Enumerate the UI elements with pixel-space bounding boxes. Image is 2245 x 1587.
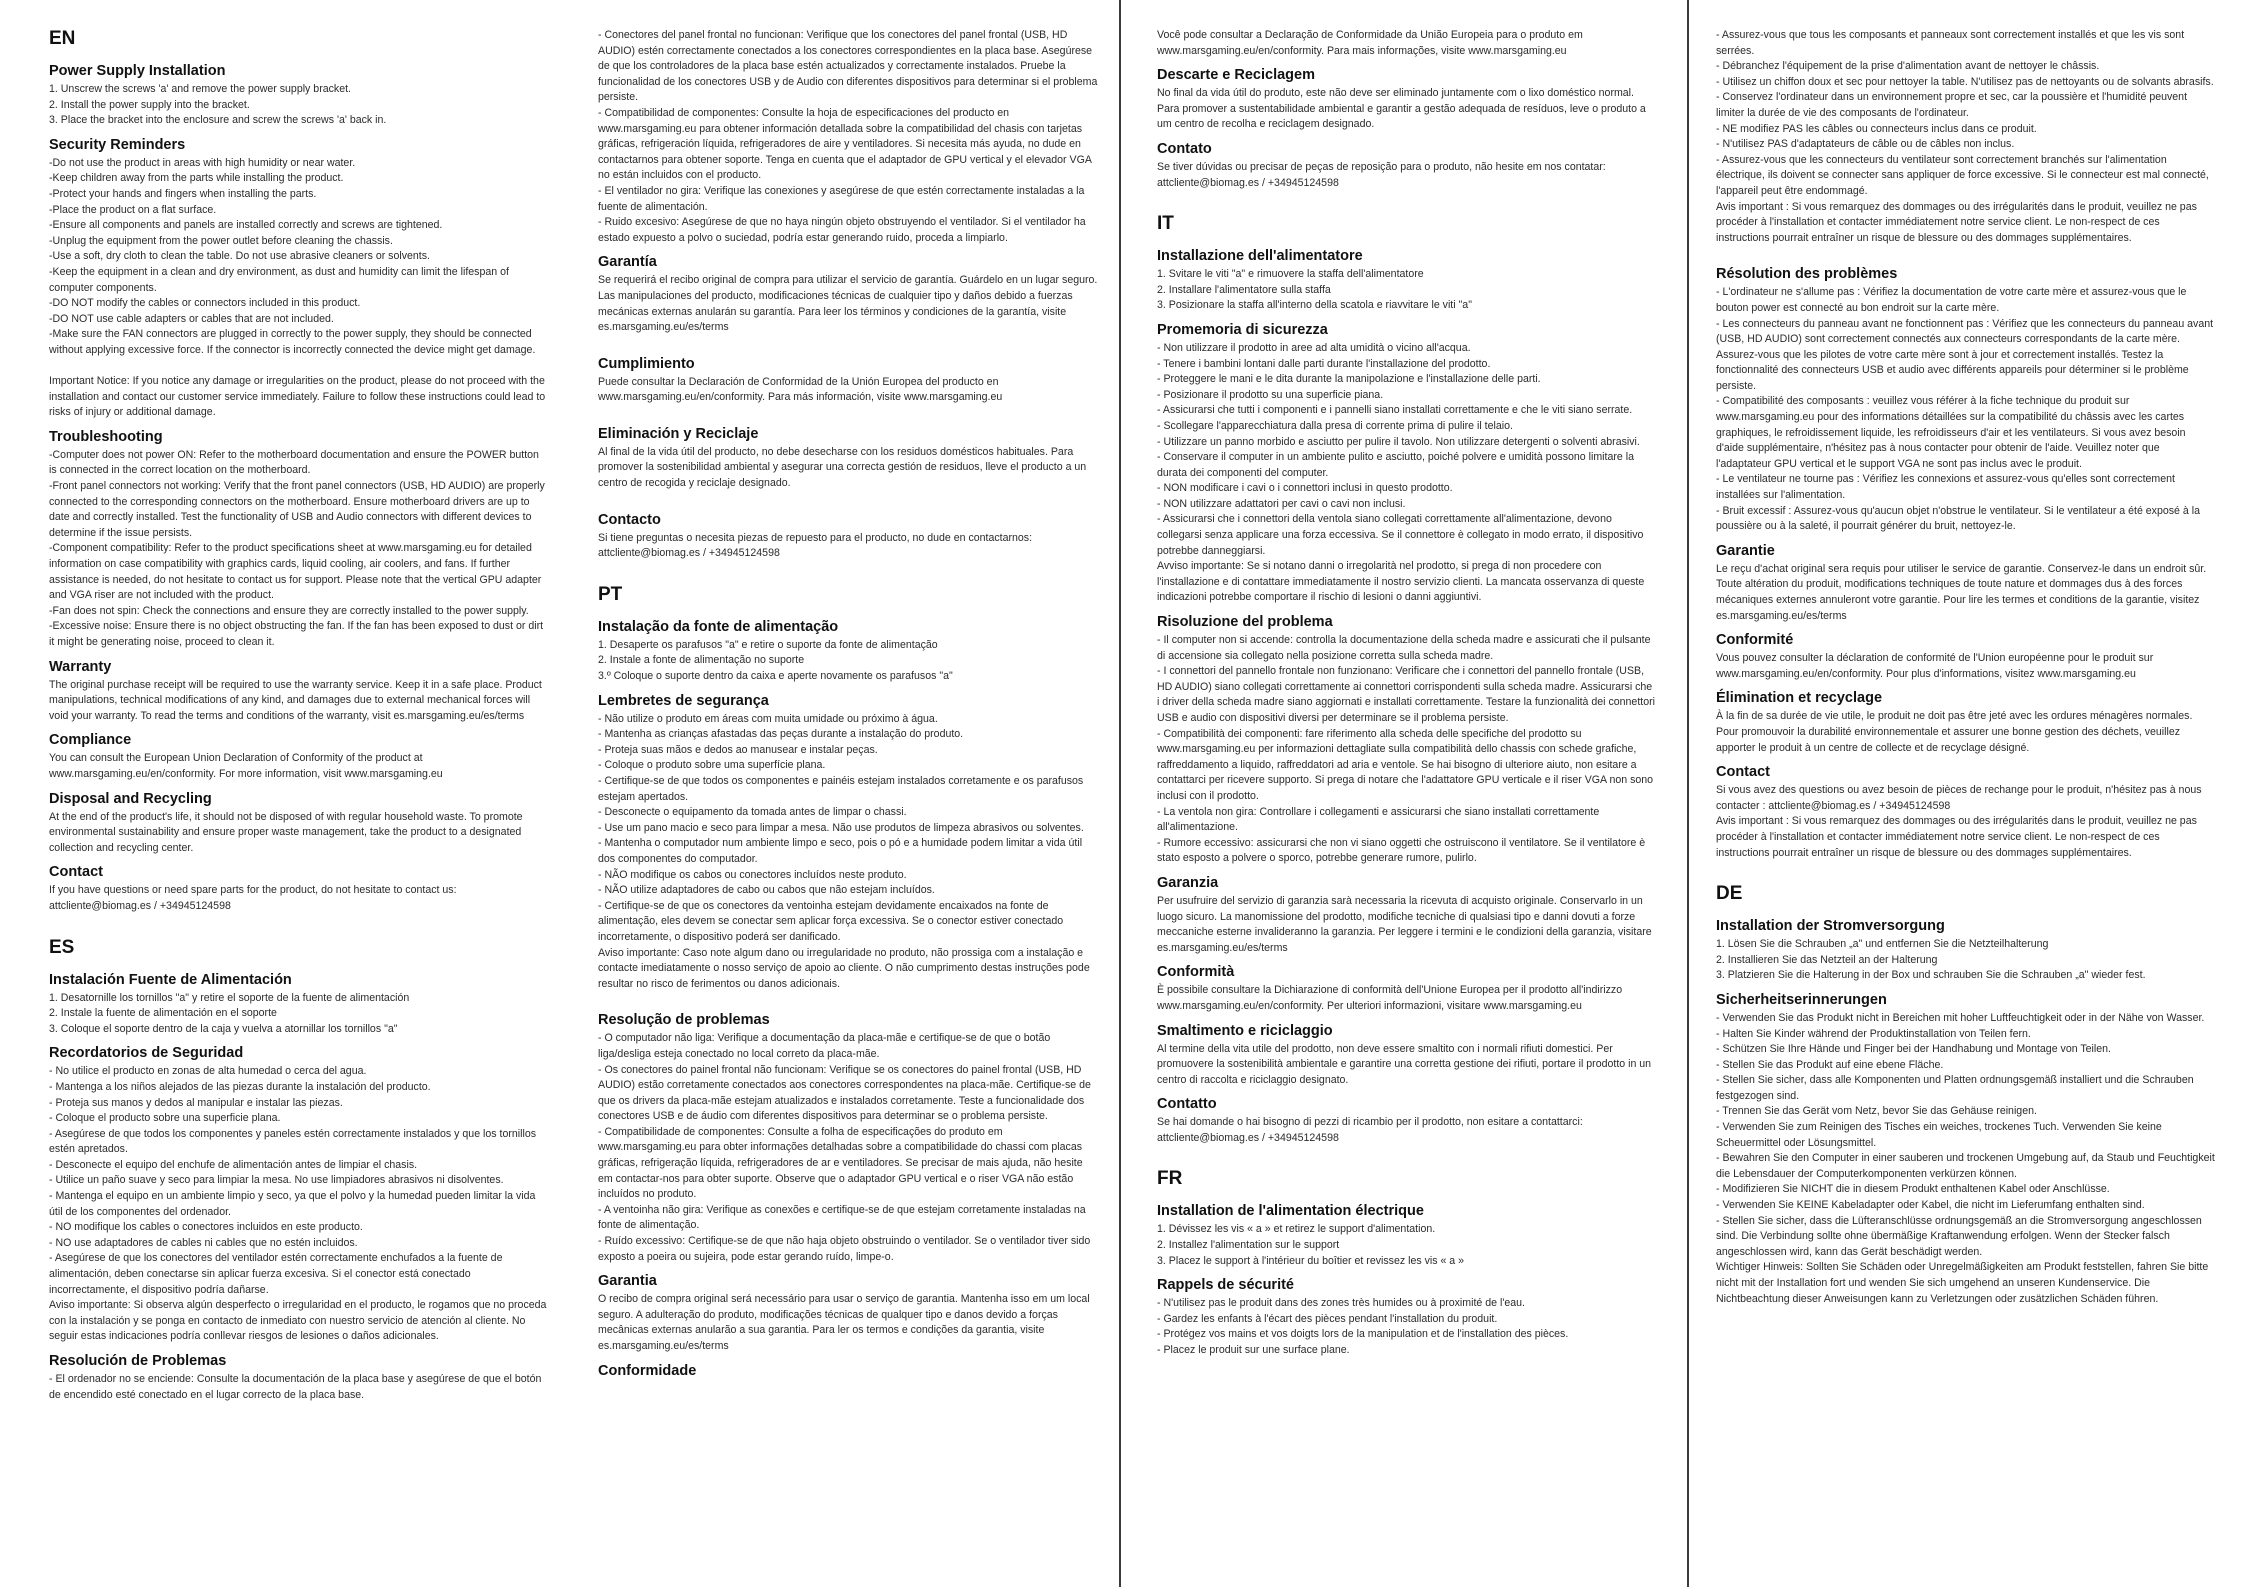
section-text: -Do not use the product in areas with high humidity or near water. -Keep children away from the parts while installing the product. -Protect your hands and fingers when installing the parts. -Place the product on a flat surface. -Ensure all components and panels are installed correctly and screws are tightened. -Unplug the equipment from the power outlet before cleaning the chassis. -Use a soft, dry cloth to clean the table. Do not use abrasive cleaners or solvents. -Keep the equipment in a clean and dry environment, as dust and humidity can limit the lifespan of computer components. -DO NOT modify the cables or connectors included in this product. -DO NOT use cable adapters or cables that are not included. -Make sure the FAN connectors are plugged in correctly to the power supply, they should be connected without applying excessive force. If the connector is incorrectly connected the device might get damage. Important Notice: If you notice any damage or irregularities on the product, please do not proceed with the installation and contact our customer service immediately. Failure to follow these instructions could lead to risks of injury or additional damage. <box>49 156 546 419</box>
section-text: - O computador não liga: Verifique a documentação da placa-mãe e certifique-se de que o botão liga/desliga esteja conectado no local correto da placa-mãe. - Os conectores do painel frontal não funcionam: Verifique se os conectores do painel frontal (USB, HD AUDIO) estão corretamente conectados aos conectores correspondentes na placa-mãe. Certifique-se de que os drivers da placa-mãe estejam atualizados e instalados corretamente. Teste a funcionalidade dos conectores USB e de áudio com diferentes dispositivos para determinar se o problema persiste. - Compatibilidade de componentes: Consulte a folha de especificações do produto em www.marsgaming.eu para obter informações detalhadas sobre a compatibilidade do chassi com placas gráficas, refrigeração líquida, refrigeradores de ar e ventiladores. Se precisar de mais ajuda, não hesite em contactar-nos para obter suporte. Observe que o adaptador GPU vertical e o riser VGA não estão incluídos no produto. - A ventoinha não gira: Verifique as conexões e certifique-se de que estejam corretamente instaladas na fonte de alimentação. - Ruído excessivo: Certifique-se de que não haja objeto obstruindo o ventilador. Se o ventilador tiver sido exposto a poeira ou sujeira, pode estar gerando ruído, limpe-o. <box>598 1032 1091 1263</box>
section-title: Sicherheitserinnerungen <box>1716 991 1887 1008</box>
section-text: Le reçu d'achat original sera requis pour utiliser le service de garantie. Conservez-le dans un endroit sûr. Toute altération du produit, modifications techniques de toute nature et dommages dus à des forces mécaniques externes annuleront votre garantie. Pour lire les termes et conditions de la garantie, visitez es.marsgaming.eu/es/terms <box>1716 562 2209 622</box>
section-text: 1. Unscrew the screws 'a' and remove the power supply bracket. 2. Install the power supply into the bracket. 3. Place the bracket into the enclosure and screw the screws 'a' back in. <box>49 83 387 127</box>
section-title: Smaltimento e riciclaggio <box>1157 1022 1333 1039</box>
column-1 <box>49 28 549 1578</box>
section-text: - Conectores del panel frontal no funcionan: Verifique que los conectores del panel frontal (USB, HD AUDIO) estén correctamente conectados a los conectores correspondientes en la placa base. Asegúrese de que los controladores de la placa base estén actualizados y correctamente instalados. Pruebe la funcionalidad de los conectores USB y de Audio con diferentes dispositivos para determinar si el problema persiste. - Compatibilidad de componentes: Consulte la hoja de especificaciones del producto en www.marsgaming.eu para obtener información detallada sobre la compatibilidad del chasis con tarjetas gráficas, refrigeración líquida, refrigeradores de aire y ventiladores. Si necesita más ayuda, no dude en contactarnos para obtener soporte. Tenga en cuenta que el adaptador de GPU vertical y el elevador VGA no están incluidos con el producto. - El ventilador no gira: Verifique las conexiones y asegúrese de que estén correctamente instaladas a la fuente de alimentación. - Ruido excesivo: Asegúrese de que no haya ningún objeto obstruyendo el ventilador. Si el ventilador ha estado expuesto a polvo o suciedad, podría estar generando ruido, proceda a limpiarlo. <box>598 29 1098 244</box>
section-text: Vous pouvez consulter la déclaration de conformité de l'Union européenne pour le produit sur www.marsgaming.eu/en/conformity. Pour plus d'informations, visitez www.marsgaming.eu <box>1716 652 2157 680</box>
section-title: Contact <box>1716 764 1770 781</box>
column-divider-right <box>1687 0 1689 1587</box>
section-text: Si vous avez des questions ou avez besoin de pièces de rechange pour le produit, n'hésitez pas à nous contacter : attcliente@biomag.es / +34945124598 Avis important : Si vous remarquez des dommages ou des irrégularités dans le produit, veuillez ne pas procéder à l'installation et contacter immédiatement notre service client. Le non-respect de ces instructions pourrait entraîner un risque de blessure ou des dommages supplémentaires. <box>1716 784 2202 859</box>
section-text: 1. Desaperte os parafusos "a" e retire o suporte da fonte de alimentação 2. Instale a fonte de alimentação no suporte 3.º Coloque o suporte dentro da caixa e aperte novamente os parafusos "a" <box>598 638 953 683</box>
section-text: The original purchase receipt will be required to use the warranty service. Keep it in a safe place. Product manipulations, technical modifications of any kind, and damages due to external mechanical forces will void your warranty. To read the terms and conditions of the warranty, visit es.marsgaming.eu/es/terms <box>49 678 545 722</box>
section-title: Élimination et recyclage <box>1716 690 1883 707</box>
section-title: Conformité <box>1716 632 1794 649</box>
section-text: 1. Lösen Sie die Schrauben „a" und entfernen Sie die Netzteilhalterung 2. Installieren Sie das Netzteil an der Halterung 3. Platzieren Sie die Halterung in der Box und schrauben Sie die Schrauben „a" wieder fest. <box>1716 938 2146 982</box>
section-text: No final da vida útil do produto, este não deve ser eliminado juntamente com o lixo doméstico normal. Para promover a sustentabilidade ambiental e garantir a gestão adequada de resíduos, leve o produto a um centro de recolha e reciclagem designado. <box>1157 87 1649 131</box>
language-code-it: IT <box>1157 213 1174 235</box>
section-title: Garanzia <box>1157 874 1219 891</box>
section-title: Instalação da fonte de alimentação <box>598 618 839 635</box>
section-title: Risoluzione del problema <box>1157 614 1333 631</box>
section-text: Puede consultar la Declaración de Conformidad de la Unión Europea del producto en www.marsgaming.eu/en/conformity. Para más información, visite www.marsgaming.eu <box>598 375 1003 404</box>
section-title: Resolución de Problemas <box>49 1353 227 1369</box>
section-text: - L'ordinateur ne s'allume pas : Vérifiez la documentation de votre carte mère et assurez-vous que le bouton power est connecté au bon endroit sur la carte mère. - Les connecteurs du panneau avant ne fonctionnent pas : Vérifiez que les connecteurs du panneau avant (USB, HD AUDIO) sont correctement connectés aux connecteurs correspondants de la carte mère. Assurez-vous que les pilotes de votre carte mère sont à jour et correctement installés. Testez la fonctionnalité des connecteurs USB et audio avec différents appareils pour déterminer si le problème persiste. - Compatibilité des composants : veuillez vous référer à la fiche technique du produit sur www.marsgaming.eu pour des informations détaillées sur la compatibilité du châssis avec les cartes graphiques, le refroidissement liquide, les refroidisseurs d'air et les ventilateurs. Si vous avez besoin d'aide supplémentaire, n'hésitez pas à nous contacter pour obtenir de l'aide. Veuillez noter que l'adaptateur GPU vertical et le support VGA ne sont pas inclus avec le produit. - Le ventilateur ne tourne pas : Vérifiez les connexions et assurez-vous qu'elles sont correctement installées sur l'alimentation. - Bruit excessif : Assurez-vous qu'aucun objet n'obstrue le ventilateur. Si le ventilateur a été exposé à la poussière ou à la saleté, il pourrait générer du bruit, nettoyez-le. <box>1716 286 2214 533</box>
section-text: -Computer does not power ON: Refer to the motherboard documentation and ensure the POWER button is connected in the correct location on the motherboard. -Front panel connectors not working: Verify that the front panel connectors (USB, HD AUDIO) are properly connected to the corresponding connectors on the motherboard. Ensure motherboard drivers are up to date and correctly installed. Test the functionality of USB and Audio connectors with different devices to determine if the issue persists. -Component compatibility: Refer to the product specifications sheet at www.marsgaming.eu for detailed information on case compatibility with graphics cards, liquid cooling, air coolers, and fans. If further assistance is needed, do not hesitate to contact us for support. Please note that the vertical GPU adapter and VGA riser are not included with the product. -Fan does not spin: Check the connections and ensure they are correctly installed to the power supply. -Excessive noise: Ensure there is no object obstructing the fan. If the fan has been exposed to dust or dirt it might be generating noise, proceed to clean it. <box>49 448 545 648</box>
language-code-de: DE <box>1716 883 1743 905</box>
section-text: - Verwenden Sie das Produkt nicht in Bereichen mit hoher Luftfeuchtigkeit oder in der Nähe von Wasser. - Halten Sie Kinder während der Produktinstallation von Teilen fern. - Schützen Sie Ihre Hände und Finger bei der Handhabung und Montage von Teilen. - Stellen Sie das Produkt auf eine ebene Fläche. - Stellen Sie sicher, dass alle Komponenten und Platten ordnungsgemäß installiert und die Schrauben festgezogen sind. - Trennen Sie das Gerät vom Netz, bevor Sie das Gehäuse reinigen. - Verwenden Sie zum Reinigen des Tisches ein weiches, trockenes Tuch. Verwenden Sie keine Scheuermittel oder Lösungsmittel. - Bewahren Sie den Computer in einer sauberen und trockenen Umgebung auf, da Staub und Feuchtigkeit die Lebensdauer der Computerkomponenten verkürzen können. - Modifizieren Sie NICHT die in diesem Produkt enthaltenen Kabel oder Anschlüsse. - Verwenden Sie KEINE Kabeladapter oder Kabel, die nicht im Lieferumfang enthalten sind. - Stellen Sie sicher, dass die Lüfteranschlüsse ordnungsgemäß an die Stromversorgung angeschlossen sind. Die Verbindung sollte ohne übermäßige Kraftanwendung erfolgen. Wenn der Stecker falsch angeschlossen wird, kann das Gerät beschädigt werden. Wichtiger Hinweis: Sollten Sie Schäden oder Unregelmäßigkeiten am Produkt feststellen, fahren Sie bitte nicht mit der Installation fort und wenden Sie sich umgehend an unseren Kundenservice. Die Nichtbeachtung dieser Anweisungen kann zu Verletzungen oder zusätzlichen Schäden führen. <box>1716 1011 2215 1305</box>
section-title: Contact <box>49 864 103 881</box>
section-text: Se hai domande o hai bisogno di pezzi di ricambio per il prodotto, non esitare a contattarci: attcliente@biomag.es / +34945124598 <box>1157 1116 1586 1144</box>
section-text: - Non utilizzare il prodotto in aree ad alta umidità o vicino all'acqua. - Tenere i bambini lontani dalle parti durante l'installazione del prodotto. - Proteggere le mani e le dita durante la manipolazione e l'installazione delle parti. - Posizionare il prodotto su una superficie piana. - Assicurarsi che tutti i componenti e i pannelli siano installati correttamente e che le viti siano serrate. - Scollegare l'apparecchiatura dalla presa di corrente prima di pulire il telaio. - Utilizzare un panno morbido e asciutto per pulire il tavolo. Non utilizzare detergenti o solventi abrasivi. - Conservare il computer in un ambiente pulito e asciutto, poiché polvere e umidità possono limitare la durata dei componenti del computer. - NON modificare i cavi o i connettori inclusi in questo prodotto. - NON utilizzare adattatori per cavi o cavi non inclusi. - Assicurarsi che i connettori della ventola siano collegati correttamente all'alimentazione, devono collegarsi senza applicare una forza eccessiva. Se il connettore è collegato in modo errato, il dispositivo potrebbe danneggiarsi. Avviso importante: Se si notano danni o irregolarità nel prodotto, si prega di non procedere con l'installazione e di contattare immediatamente il nostro servizio clienti. La mancata osservanza di queste indicazioni potrebbe comportare il rischio di lesioni o danni aggiuntivi. <box>1157 341 1645 604</box>
section-title: Résolution des problèmes <box>1716 266 1898 283</box>
section-title: Contacto <box>598 511 661 528</box>
column-2 <box>598 28 1101 1578</box>
section-text: Você pode consultar a Declaração de Conformidade da União Europeia para o produto em www.marsgaming.eu/en/conformity. Para mais informações, visite www.marsgaming.eu <box>1157 29 1586 57</box>
section-title: Eliminación y Reciclaje <box>598 425 759 442</box>
section-title: Installation der Stromversorgung <box>1716 918 1945 935</box>
section-text: Al termine della vita utile del prodotto, non deve essere smaltito con i normali rifiuti domestici. Per promuovere la sostenibilità ambientale e garantire una corretta gestione dei rifiuti, portare il prodotto in un centro di raccolta e riciclaggio designato. <box>1157 1042 1655 1086</box>
section-title: Lembretes de segurança <box>598 692 769 709</box>
section-title: Promemoria di sicurezza <box>1157 321 1328 338</box>
section-title: Instalación Fuente de Alimentación <box>49 971 292 988</box>
section-title: Contatto <box>1157 1096 1217 1113</box>
column-divider-left <box>1119 0 1121 1587</box>
section-text: Si tiene preguntas o necesita piezas de repuesto para el producto, no dude en contactarnos: attcliente@biomag.es / +34945124598 <box>598 531 1036 560</box>
section-title: Conformidade <box>598 1362 697 1379</box>
section-title: Resolução de problemas <box>598 1012 770 1029</box>
section-text: - Assurez-vous que tous les composants et panneaux sont correctement installés et que les vis sont serrées. - Débranchez l'équipement de la prise d'alimentation avant de nettoyer le châssis. - Utilisez un chiffon doux et sec pour nettoyer la table. N'utilisez pas de nettoyants ou de solvants abrasifs. - Conservez l'ordinateur dans un environnement propre et sec, car la poussière et l'humidité peuvent limiter la durée de vie des composants de l'ordinateur. - NE modifiez PAS les câbles ou connecteurs inclus dans ce produit. - N'utilisez PAS d'adaptateurs de câble ou de câbles non inclus. - Assurez-vous que les connecteurs du ventilateur sont correctement branchés sur l'alimentation électrique, ils doivent se connecter sans appliquer de force excessive. Si le connecteur est mal connecté, l'appareil peut être endommagé. Avis important : Si vous remarquez des dommages ou des irrégularités dans le produit, veuillez ne pas procéder à l'installation et contacter immédiatement notre service client. Le non-respect de ces instructions pourrait entraîner un risque de blessure ou des dommages supplémentaires. <box>1716 29 2214 244</box>
section-title: Power Supply Installation <box>49 63 226 79</box>
section-title: Garantia <box>598 1273 657 1290</box>
section-text: You can consult the European Union Declaration of Conformity of the product at www.marsgaming.eu/en/conformity. For more information, visit www.marsgaming.eu <box>49 752 443 780</box>
section-title: Descarte e Reciclagem <box>1157 67 1315 84</box>
section-title: Conformità <box>1157 964 1235 981</box>
section-text: At the end of the product's life, it should not be disposed of with regular household waste. To promote environmental sustainability and ensure proper waste management, take the product to a designated collection and recycling center. <box>49 810 526 854</box>
language-code-en: EN <box>49 28 76 49</box>
section-text: 1. Desatornille los tornillos "a" y retire el soporte de la fuente de alimentación 2. Instale la fuente de alimentación en el soporte 3. Coloque el soporte dentro de la caja y vuelva a atornillar los tornillos "a" <box>49 991 410 1035</box>
section-title: Compliance <box>49 732 132 749</box>
section-text: - Não utilize o produto em áreas com muita umidade ou próximo à água. - Mantenha as crianças afastadas das peças durante a instalação do produto. - Proteja suas mãos e dedos ao manusear e instalar peças. - Coloque o produto sobre uma superfície plana. - Certifique-se de que todos os componentes e painéis estejam instalados corretamente e os parafusos estejam apertados. - Desconecte o equipamento da tomada antes de limpar o chassi. - Use um pano macio e seco para limpar a mesa. Não use produtos de limpeza abrasivos ou solventes. - Mantenha o computador num ambiente limpo e seco, pois o pó e a humidade podem limitar a vida útil dos componentes do computador. - NÃO modifique os cabos ou conectores incluídos neste produto. - NÃO utilize adaptadores de cabo ou cabos que não estejam incluídos. - Certifique-se de que os conectores da ventoinha estejam devidamente encaixados na fonte de alimentação, eles devem se conectar sem aplicar força excessiva. Se o conector estiver conectado incorretamente, o dispositivo poderá ser danificado. Aviso importante: Caso note algum dano ou irregularidade no produto, não prossiga com a instalação e contacte imediatamente o nosso serviço de apoio ao cliente. O não cumprimento destas instruções pode resultar no risco de ferimentos ou danos adicionais. <box>598 712 1090 990</box>
language-code-pt: PT <box>598 583 623 605</box>
section-text: - El ordenador no se enciende: Consulte la documentación de la placa base y asegúrese de que el botón de encendido esté conectado en el lugar correcto de la placa base. <box>49 1373 545 1401</box>
section-text: À la fin de sa durée de vie utile, le produit ne doit pas être jeté avec les ordures ménagères normales. Pour promouvoir la durabilité environnementale et assurer une bonne gestion des déchets, veuillez apporter le produit à un centre de collecte et de recyclage désigné. <box>1716 710 2196 754</box>
section-text: Per usufruire del servizio di garanzia sarà necessaria la ricevuta di acquisto originale. Conservarlo in un luogo sicuro. La manomissione del prodotto, modifiche tecniche di qualsiasi tipo e danni dovuti a forze meccaniche esterne invalideranno la garanzia. Per leggere i termini e le condizioni della garanzia, visitare es.marsgaming.eu/es/terms <box>1157 894 1655 954</box>
section-title: Installation de l'alimentation électrique <box>1157 1203 1424 1220</box>
section-text: È possibile consultare la Dichiarazione di conformità dell'Unione Europea per il prodotto all'indirizzo www.marsgaming.eu/en/conformity. Per ulteriori informazioni, visitare www.marsgaming.eu <box>1157 984 1626 1012</box>
section-text: O recibo de compra original será necessário para usar o serviço de garantia. Mantenha isso em um local seguro. A adulteração do produto, modificações técnicas de qualquer tipo e danos devido a forças mecânicas externas anularão a sua garantia. Para ler os termos e condições da garantia, visite es.marsgaming.eu/es/terms <box>598 1293 1093 1352</box>
section-text: - N'utilisez pas le produit dans des zones très humides ou à proximité de l'eau. - Gardez les enfants à l'écart des pièces pendant l'installation du produit. - Protégez vos mains et vos doigts lors de la manipulation et de l'installation des pièces. - Placez le produit sur une surface plane. <box>1157 1297 1569 1357</box>
section-title: Cumplimiento <box>598 355 695 372</box>
section-text: Al final de la vida útil del producto, no debe desecharse con los residuos domésticos habituales. Para promover la sostenibilidad ambiental y asegurar una correcta gestión de residuos, lleve el producto a un centro de recogida y reciclaje designado. <box>598 445 1090 490</box>
language-code-fr: FR <box>1157 1168 1183 1190</box>
language-code-es: ES <box>49 936 75 958</box>
section-text: 1. Svitare le viti "a" e rimuovere la staffa dell'alimentatore 2. Installare l'alimentatore sulla staffa 3. Posizionare la staffa all'interno della scatola e riavvitare le viti "a" <box>1157 268 1472 312</box>
column-3 <box>1157 28 1657 1578</box>
section-title: Garantía <box>598 254 657 271</box>
section-text: - Il computer non si accende: controlla la documentazione della scheda madre e assicurati che il pulsante di accensione sia collegato nella posizione corretta sulla scheda madre. - I connettori del pannello frontale non funzionano: Verificare che i connettori del pannello frontale (USB, HD AUDIO) siano collegati correttamente ai connettori corrispondenti sulla scheda madre. Assicurarsi che i driver della scheda madre siano aggiornati e installati correttamente. Testare la funzionalità dei connettori USB e audio con dispositivi diversi per determinare se il problema persiste. - Compatibilità dei componenti: fare riferimento alla scheda delle specifiche del prodotto su www.marsgaming.eu per informazioni dettagliate sulla compatibilità dello chassis con schede grafiche, raffreddamento a liquido, raffreddatori ad aria e ventole. Se hai bisogno di ulteriore aiuto, non esitare a contattarci per ricevere supporto. Si prega di notare che l'adattatore GPU verticale e il riser VGA non sono inclusi con il prodotto. - La ventola non gira: Controllare i collegamenti e assicurarsi che siano installati correttamente all'alimentazione. - Rumore eccessivo: assicurarsi che non vi siano oggetti che ostruiscono il ventilatore. Se il ventilatore è stato esposto a polvere o sporco, potrebbe generare rumore, pulirlo. <box>1157 634 1655 865</box>
section-title: Security Reminders <box>49 136 186 153</box>
section-title: Contato <box>1157 140 1212 157</box>
column-4 <box>1716 28 2216 1578</box>
section-title: Troubleshooting <box>49 428 163 445</box>
section-title: Rappels de sécurité <box>1157 1277 1294 1294</box>
section-text: 1. Dévissez les vis « a » et retirez le support d'alimentation. 2. Installez l'alimentation sur le support 3. Placez le support à l'intérieur du boîtier et revissez les vis « a » <box>1157 1223 1465 1267</box>
section-title: Garantie <box>1716 542 1775 559</box>
section-title: Warranty <box>49 658 112 675</box>
section-title: Installazione dell'alimentatore <box>1157 248 1363 265</box>
section-text: If you have questions or need spare parts for the product, do not hesitate to contact us: attcliente@biomag.es / +34945124598 <box>49 884 460 912</box>
section-title: Disposal and Recycling <box>49 790 212 807</box>
section-title: Recordatorios de Seguridad <box>49 1045 244 1062</box>
section-text: Se tiver dúvidas ou precisar de peças de reposição para o produto, não hesite em nos contatar: attcliente@biomag.es / +34945124598 <box>1157 160 1609 189</box>
section-text: Se requerirá el recibo original de compra para utilizar el servicio de garantía. Guárdelo en un lugar seguro. Las manipulaciones del producto, modificaciones técnicas de cualquier tipo y daños debido a fuerzas mecánicas externas anularán su garantía. Para leer los términos y condiciones de la garantía, visite es.marsgaming.eu/es/terms <box>598 274 1101 334</box>
section-text: - No utilice el producto en zonas de alta humedad o cerca del agua. - Mantenga a los niños alejados de las piezas durante la instalación del producto. - Proteja sus manos y dedos al manipular e instalar las piezas. - Coloque el producto sobre una superficie plana. - Asegúrese de que todos los componentes y paneles estén correctamente instalados y que los tornillos estén apretados. - Desconecte el equipo del enchufe de alimentación antes de limpiar el chasis. - Utilice un paño suave y seco para limpiar la mesa. No use limpiadores abrasivos ni disolventes. - Mantenga el equipo en un ambiente limpio y seco, ya que el polvo y la humedad pueden limitar la vida útil de los componentes del ordenador. - NO modifique los cables o conectores incluidos en este producto. - NO use adaptadores de cables ni cables que no estén incluidos. - Asegúrese de que los conectores del ventilador estén correctamente enchufados a la fuente de alimentación, deben conectarse sin aplicar fuerza excesiva. Si el conector está conectado incorrectamente, el dispositivo podría dañarse. Aviso importante: Si observa algún desperfecto o irregularidad en el producto, le rogamos que no proceda con la instalación y se ponga en contacto de inmediato con nuestro servicio de atención al cliente. No seguir estas indicaciones podría conllevar riesgos de lesiones o daños adicionales. <box>49 1065 547 1343</box>
